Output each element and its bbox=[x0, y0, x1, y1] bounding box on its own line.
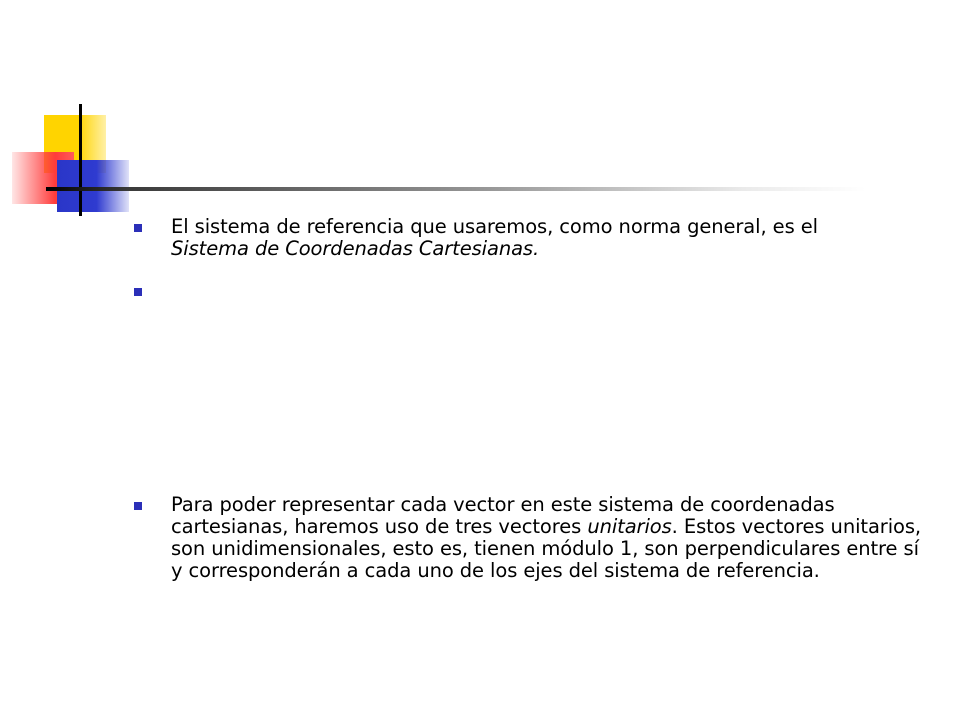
bullet-square-icon bbox=[134, 502, 142, 510]
bullet-3-italic-text: unitarios bbox=[587, 515, 672, 538]
bullet-square-icon bbox=[134, 224, 142, 232]
bullet-3-text-b: . Estos vectores unitarios, son unidimensionales, esto es, tienen módulo 1, son perpendiculares entre sí y corresponderán a cada uno de los ejes del sistema de referencia. bbox=[171, 515, 922, 582]
bullet-item-3 bbox=[134, 494, 924, 582]
slide-body bbox=[134, 216, 924, 582]
bullet-square-icon bbox=[134, 288, 142, 296]
bullet-1-italic-text: Sistema de Coordenadas Cartesianas. bbox=[171, 237, 540, 260]
bullet-3-text-a: Para poder representar cada vector en este sistema de coordenadas cartesianas, haremos uso de tres vectores bbox=[171, 493, 835, 538]
blue-square-decoration bbox=[57, 160, 129, 212]
bullet-item-2 bbox=[134, 280, 924, 302]
decorative-header-graphic bbox=[0, 0, 960, 230]
vertical-rule bbox=[79, 104, 82, 216]
bullet-1-text: El sistema de referencia que usaremos, como norma general, es el bbox=[171, 215, 818, 238]
horizontal-rule bbox=[46, 187, 866, 191]
bullet-item-1 bbox=[134, 216, 924, 260]
